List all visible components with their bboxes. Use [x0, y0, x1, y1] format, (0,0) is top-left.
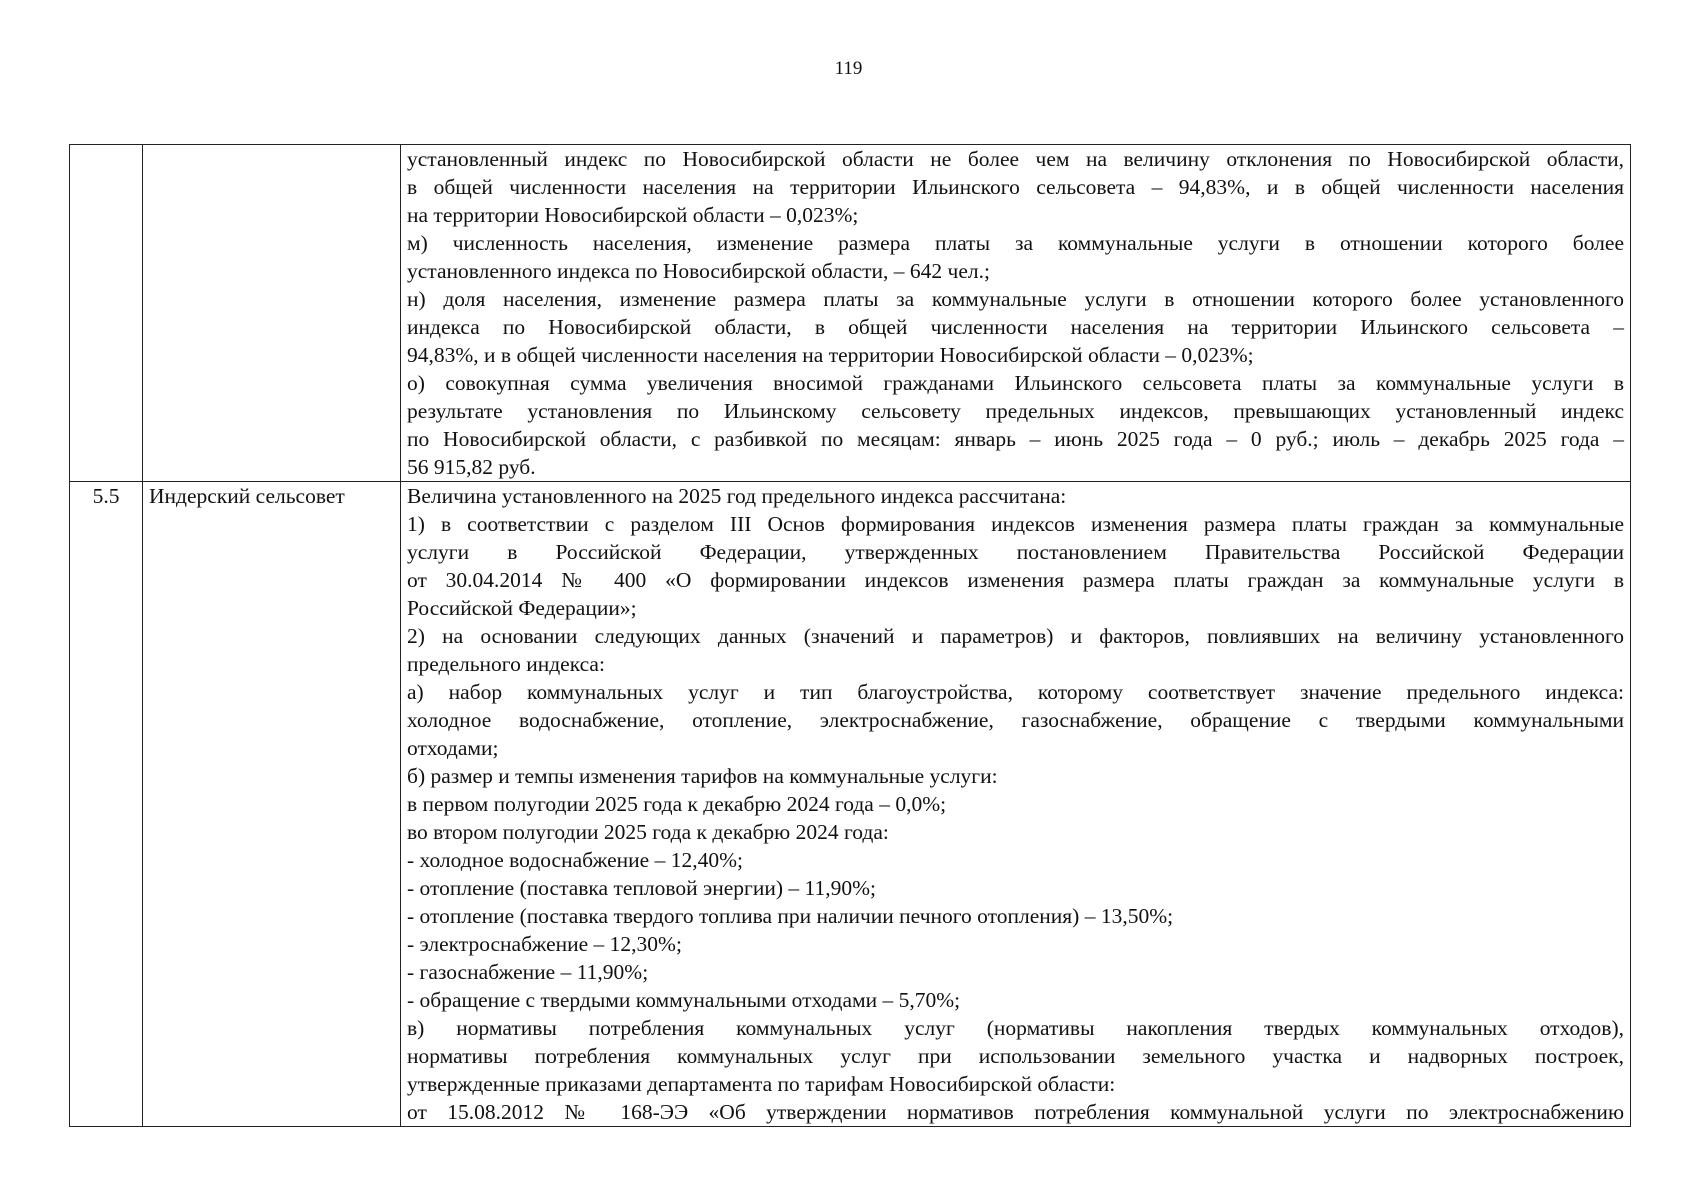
text-line: отходами; [407, 736, 499, 760]
text-line: в первом полугодии 2025 года к декабрю 2024 года – 0,0%; [407, 792, 947, 816]
text-line: предельного индекса: [407, 652, 605, 676]
text-line: от 15.08.2012 № 168-ЭЭ «Об утверждении нормативов потребления коммунальной услуги по электроснабжению [407, 1100, 1624, 1124]
text-line: 94,83%, и в общей численности населения на территории Новосибирской области – 0,023%; [407, 343, 1254, 367]
page-number: 119 [834, 58, 863, 79]
table-row [70, 145, 1631, 482]
document-table [69, 144, 1631, 1127]
table-row [70, 482, 1631, 1127]
row-number-cell: 5.5 [70, 482, 143, 1127]
text-line: на территории Новосибирской области – 0,023%; [407, 203, 859, 227]
text-line: Величина установленного на 2025 год предельного индекса рассчитана: [407, 484, 1067, 508]
text-line: - холодное водоснабжение – 12,40%; [407, 848, 743, 872]
text-line: результате установления по Ильинскому сельсовету предельных индексов, превышающих установленный индекс [407, 399, 1624, 423]
text-line: 1) в соответствии с разделом III Основ формирования индексов изменения размера платы граждан за коммунальные [407, 512, 1624, 536]
text-line: во втором полугодии 2025 года к декабрю 2024 года: [407, 820, 889, 844]
row-name-cell [143, 145, 401, 482]
row-text-cell [401, 482, 1631, 1127]
row-name-cell: Индерский сельсовет [143, 482, 401, 1127]
text-line: 2) на основании следующих данных (значений и параметров) и факторов, повлиявших на величину установленного [407, 624, 1624, 648]
row-text-cell [401, 145, 1631, 482]
text-line: б) размер и темпы изменения тарифов на коммунальные услуги: [407, 764, 998, 788]
text-line: по Новосибирской области, с разбивкой по месяцам: январь – июнь 2025 года – 0 руб.; июль – декабрь 2025 года – [407, 427, 1624, 451]
text-line: - обращение с твердыми коммунальными отходами – 5,70%; [407, 988, 961, 1012]
text-line: 56 915,82 руб. [407, 455, 536, 479]
text-line: утвержденные приказами департамента по тарифам Новосибирской области: [407, 1072, 1116, 1096]
text-line: нормативы потребления коммунальных услуг при использовании земельного участка и надворных построек, [407, 1044, 1624, 1068]
text-line: в общей численности населения на территории Ильинского сельсовета – 94,83%, и в общей численности населения [407, 175, 1624, 199]
text-line: в) нормативы потребления коммунальных услуг (нормативы накопления твердых коммунальных отходов), [407, 1016, 1624, 1040]
text-line: м) численность населения, изменение размера платы за коммунальные услуги в отношении которого более [407, 231, 1624, 255]
text-line: услуги в Российской Федерации, утвержденных постановлением Правительства Российской Федерации [407, 540, 1624, 564]
text-line: Российской Федерации»; [407, 596, 637, 620]
text-line: о) совокупная сумма увеличения вносимой гражданами Ильинского сельсовета платы за коммунальные услуги в [407, 371, 1624, 395]
text-line: а) набор коммунальных услуг и тип благоустройства, которому соответствует значение предельного индекса: [407, 680, 1624, 704]
text-line: н) доля населения, изменение размера платы за коммунальные услуги в отношении которого более установленного [407, 287, 1624, 311]
text-line: - отопление (поставка твердого топлива при наличии печного отопления) – 13,50%; [407, 904, 1174, 928]
text-line: холодное водоснабжение, отопление, электроснабжение, газоснабжение, обращение с твердыми коммунальными [407, 708, 1624, 732]
text-line: от 30.04.2014 № 400 «О формировании индексов изменения размера платы граждан за коммунальные услуги в [407, 568, 1624, 592]
row-number-cell [70, 145, 143, 482]
text-line: - отопление (поставка тепловой энергии) – 11,90%; [407, 876, 876, 900]
text-line: - газоснабжение – 11,90%; [407, 960, 649, 984]
text-line: индекса по Новосибирской области, в общей численности населения на территории Ильинского сельсовета – [407, 315, 1624, 339]
text-line: установленного индекса по Новосибирской области, – 642 чел.; [407, 259, 990, 283]
text-line: - электроснабжение – 12,30%; [407, 932, 682, 956]
text-line: установленный индекс по Новосибирской области не более чем на величину отклонения по Новосибирской области, [407, 147, 1624, 171]
